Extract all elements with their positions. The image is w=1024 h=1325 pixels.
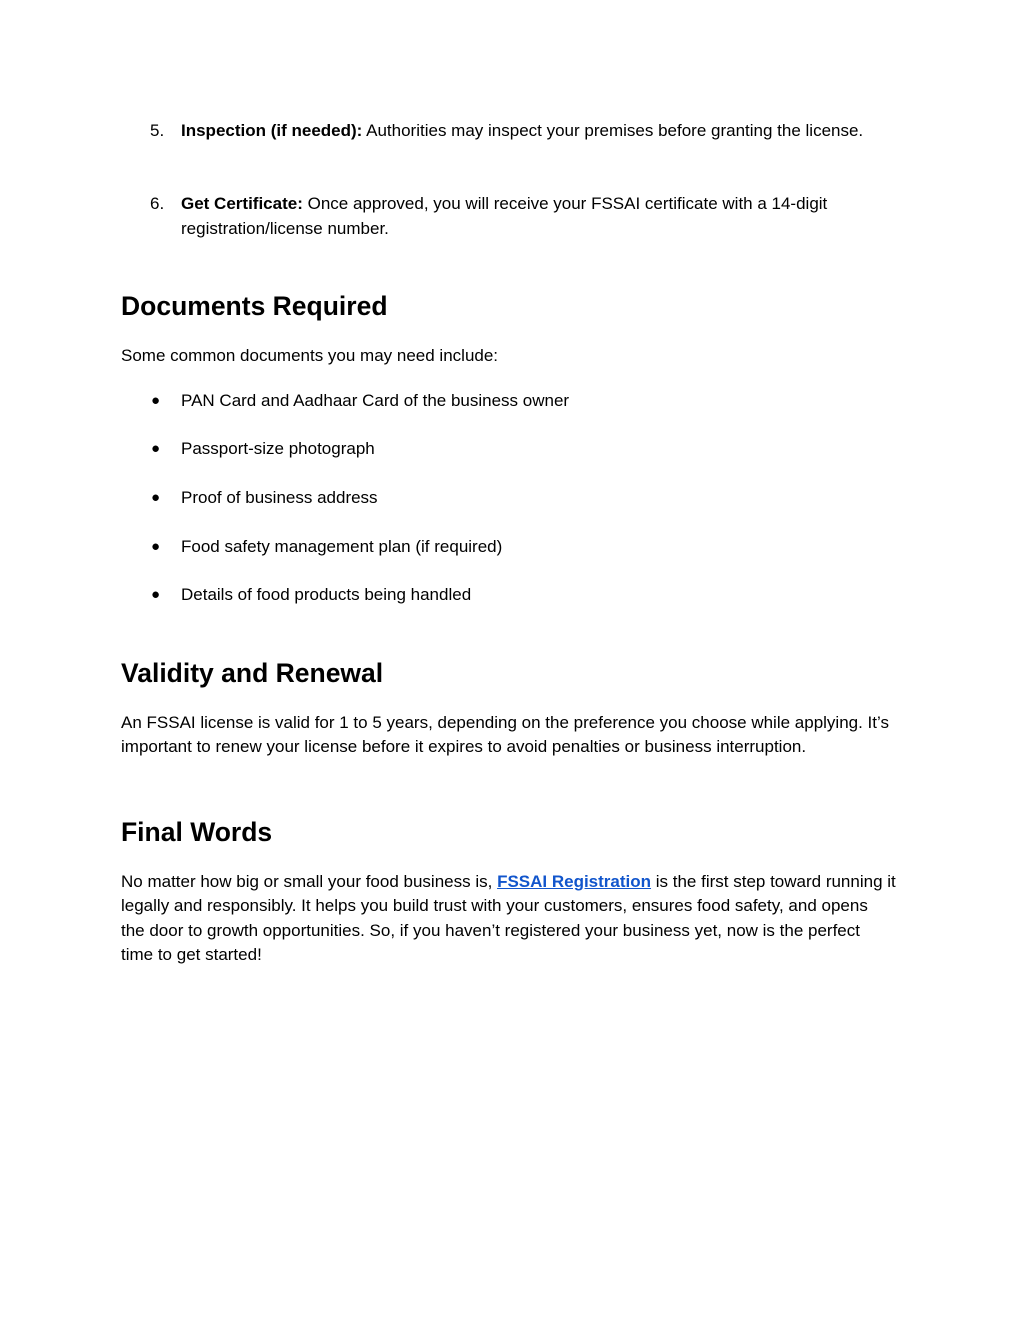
list-item-text: Food safety management plan (if required) [181, 537, 503, 556]
list-item-text: PAN Card and Aadhaar Card of the business owner [181, 391, 570, 410]
bullet-icon: ● [151, 586, 161, 603]
validity-text: An FSSAI license is valid for 1 to 5 years, depending on the preference you choose while applying. It’s important to renew your license before it expires to avoid penalties or business interruption. [121, 713, 889, 757]
list-item [121, 535, 901, 560]
step-title: Get Certificate: [181, 194, 303, 213]
bullet-icon: ● [151, 392, 161, 409]
final-text-before-link: No matter how big or small your food business is, [121, 872, 498, 891]
validity-heading: Validity and Renewal [121, 658, 384, 688]
list-item-text: Passport-size photograph [181, 439, 375, 458]
documents-heading: Documents Required [121, 291, 388, 321]
step-item-5 [121, 119, 901, 144]
final-words-heading: Final Words [121, 817, 273, 847]
fssai-registration-link[interactable]: FSSAI Registration [497, 872, 652, 891]
list-item [121, 437, 901, 462]
step-number: 6. [150, 194, 165, 213]
step-item-6 [121, 192, 901, 241]
bullet-icon: ● [151, 489, 161, 506]
final-words-text [121, 870, 896, 968]
step-description: Authorities may inspect your premises before granting the license. [362, 121, 864, 140]
list-item [121, 583, 901, 608]
step-description: Once approved, you will receive your FSSAI certificate with a 14-digit registration/license number. [181, 194, 828, 238]
documents-intro: Some common documents you may need include: [121, 346, 499, 365]
list-item [121, 389, 901, 414]
step-text [181, 192, 901, 241]
list-item [121, 486, 901, 511]
final-text-after-link: is the first step toward running it legally and responsibly. It helps you build trust with your customers, ensures food safety, and opens the door to growth opportunities. So, if you haven’t registered your business yet, now is the perfect time to get started! [121, 872, 896, 965]
bullet-icon: ● [151, 440, 161, 457]
list-item-text: Details of food products being handled [181, 585, 472, 604]
step-number: 5. [150, 121, 165, 140]
step-title: Inspection (if needed): [181, 121, 363, 140]
list-item-text: Proof of business address [181, 488, 378, 507]
step-text [181, 119, 901, 144]
bullet-icon: ● [151, 538, 161, 555]
